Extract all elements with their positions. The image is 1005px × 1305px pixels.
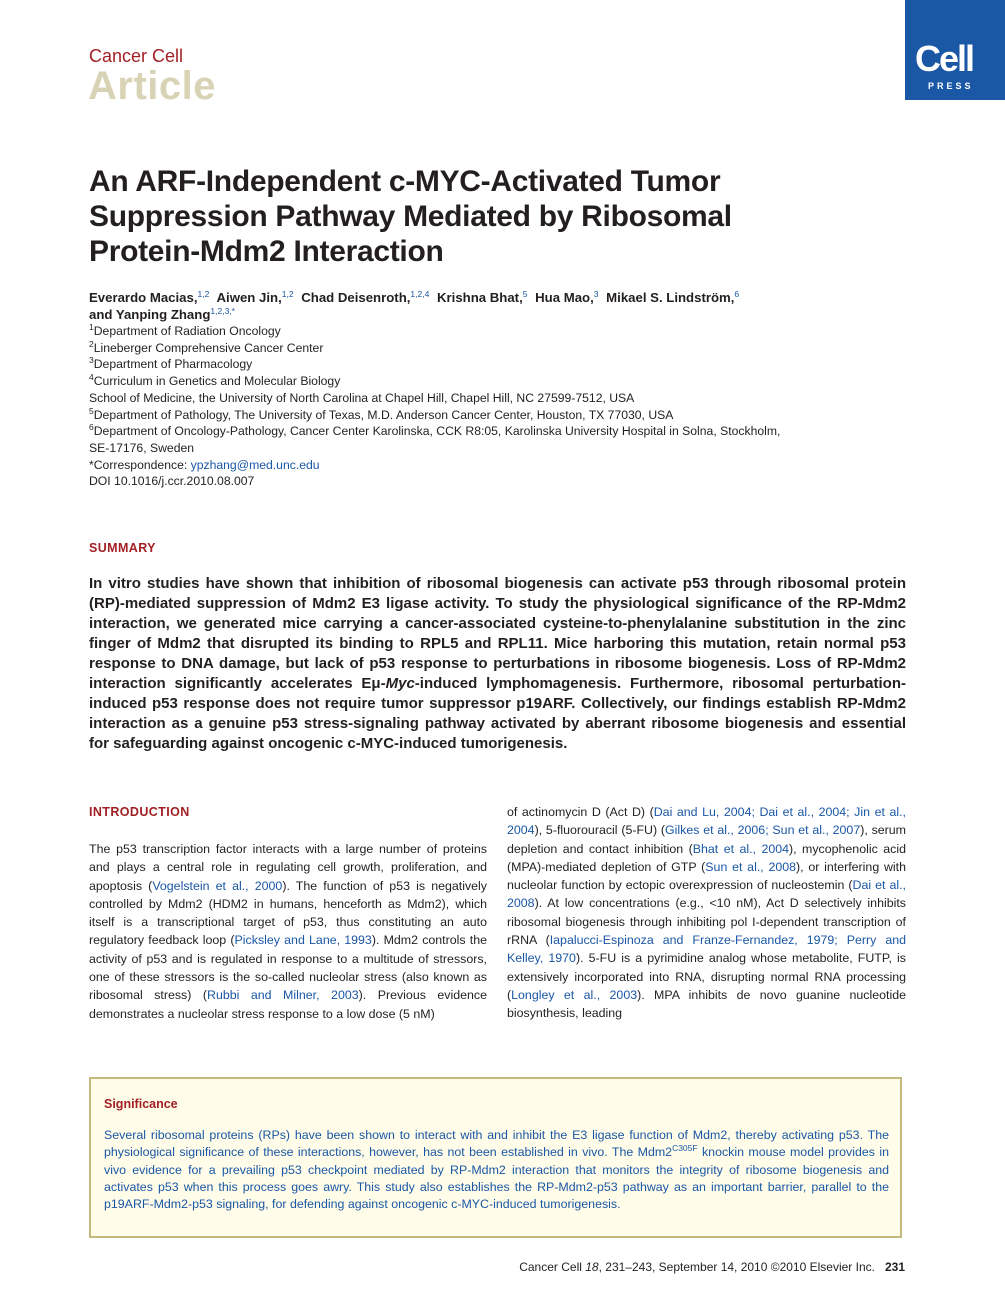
page-footer: Cancer Cell 18, 231–243, September 14, 2010 ©2010 Elsevier Inc. 231 (519, 1260, 905, 1274)
body-text: ), 5-fluorouracil (5-FU) ( (534, 823, 666, 838)
author: Everardo Macias,$^{1,2}$ (89, 289, 210, 305)
body-text: The p53 transcription factor interacts with a large number of proteins and plays a central role in regulating cell growth, proliferation, and apoptosis ( (89, 842, 487, 893)
body-text: ). The function of p53 is negatively controlled by Mdm2 (HDM2 in humans, henceforth as Mdm2), which itself is a transcriptional target of p53, thus constituting an auto regulatory feedback loop ( (89, 878, 487, 948)
author-list (89, 289, 849, 323)
author: Chad Deisenroth,$^{1,2,4}$ (301, 289, 430, 305)
citation-link[interactable]: Dai et al., 2008 (507, 878, 906, 911)
citation-link[interactable]: Sun et al., 2008 (705, 859, 797, 874)
citation-link[interactable]: Bhat et al., 2004 (692, 841, 790, 856)
citation-link[interactable]: Longley et al., 2003 (511, 987, 638, 1002)
affiliation: $^2$Lineberger Comprehensive Cancer Center (89, 338, 324, 355)
introduction-heading: INTRODUCTION (89, 805, 190, 819)
affiliations (89, 323, 869, 490)
citation-link[interactable]: Picksley and Lane, 1993 (234, 933, 372, 948)
body-text: ), mycophenolic acid (MPA)-mediated depletion of GTP ( (507, 841, 906, 874)
citation-link[interactable]: Dai and Lu, 2004; Dai et al., 2004; Jin et al., 2004 (507, 805, 906, 838)
affiliation: School of Medicine, the University of North Carolina at Chapel Hill, Chapel Hill, NC 27599-7512, USA (89, 390, 635, 405)
citation-link[interactable]: Iapalucci-Espinoza and Franze-Fernandez, 1979; Perry and Kelley, 1970 (507, 933, 906, 966)
author: Krishna Bhat,$^5$ (437, 289, 528, 305)
affiliation: $^6$Department of Oncology-Pathology, Cancer Center Karolinska, CCK R8:05, Karolinska University Hospital in Solna, Stockholm, (89, 422, 781, 439)
doi: DOI 10.1016/j.ccr.2010.08.007 (89, 474, 255, 489)
correspondence-email-link[interactable]: ypzhang@med.unc.edu (190, 457, 320, 472)
body-text: ). Mdm2 controls the activity of p53 and is regulated in response to a multitude of stressors, one of these stressors is the so-called nucleolar stress (also known as ribosomal stress) ( (89, 933, 487, 1003)
significance-box (89, 1077, 902, 1238)
author: Mikael S. Lindström,$^6$ (606, 289, 740, 305)
body-text: ). MPA inhibits de novo guanine nucleotide biosynthesis, leading (507, 987, 906, 1021)
affiliation: $^5$Department of Pathology, The University of Texas, M.D. Anderson Cancer Center, Houston, TX 77030, USA (89, 405, 674, 422)
body-text: ). Previous evidence demonstrates a nucleolar stress response to a low dose (5 nM) (89, 988, 487, 1021)
logo-subword: PRESS (928, 81, 974, 91)
journal-name: Cancer Cell (89, 46, 184, 66)
article-type-label: Article (88, 64, 216, 108)
cell-press-logo[interactable] (905, 0, 1005, 100)
page-number: 231 (884, 1260, 905, 1274)
body-text: ), or interfering with nucleolar function by ectopic overexpression of nucleostemin ( (507, 859, 907, 893)
body-text: ). 5-FU is a pyrimidine analog whose metabolite, FUTP, is extensively incorporated into RNA, disrupting normal RNA processing ( (507, 951, 906, 1002)
affiliation: SE-17176, Sweden (89, 440, 195, 455)
correspondence: *Correspondence: ypzhang@med.unc.edu (89, 457, 320, 472)
body-text: ). At low concentrations (e.g., <10 nM), Act D selectively inhibits ribosomal biogenesis through inhibiting pol I-dependent transcription of rRNA ( (507, 896, 906, 948)
affiliation: $^1$Department of Radiation Oncology (89, 322, 281, 338)
body-text: ), serum depletion and contact inhibition ( (507, 823, 906, 856)
affiliation: $^3$Department of Pharmacology (89, 355, 253, 372)
author: Hua Mao,$^3$ (535, 289, 599, 305)
author: and Yanping Zhang$^{1,2,3,*}$ (89, 306, 235, 322)
introduction-column-right (507, 803, 906, 1023)
citation-link[interactable]: Rubbi and Milner, 2003 (207, 988, 359, 1003)
significance-text: Several ribosomal proteins (RPs) have been shown to interact with and inhibit the E3 ligase function of Mdm2, thereby activating p53. The physiological significance of these interactions, however, has not been established in vivo. The $Mdm2^{C305F}$ knockin mouse model provides in vivo evidence for a prevailing p53 checkpoint mediated by RP-Mdm2 interaction that monitors the integrity of ribosome biogenesis and activates p53 when this process goes awry. This study also establishes the RP-Mdm2-p53 pathway as an important barrier, parallel to the p19ARF-Mdm2-p53 signaling, for defending against oncogenic c-MYC-induced tumorigenesis. (104, 1128, 890, 1212)
significance-heading: Significance (104, 1097, 178, 1111)
citation-link[interactable]: Gilkes et al., 2006; Sun et al., 2007 (665, 823, 861, 838)
summary-text: In vitro studies have shown that inhibition of ribosomal biogenesis can activate p53 through ribosomal protein (RP)-mediated suppression of Mdm2 E3 ligase activity. To study the physiological significance of the RP-Mdm2 interaction, we generated mice carrying a cancer-associated cysteine-to-phenylalanine substitution in the zinc finger of Mdm2 that disrupted its binding to RPL5 and RPL11. Mice harboring this mutation, retain normal p53 response to DNA damage, but lack of p53 response to perturbations in ribosome biogenesis. Loss of RP-Mdm2 interaction significantly accelerates Eμ-Myc-induced lymphomagenesis. Furthermore, ribosomal perturbation-induced p53 response does not require tumor suppressor p19ARF. Collectively, our findings establish RP-Mdm2 interaction as a genuine p53 stress-signaling pathway activated by aberrant ribosome biogenesis and essential for safeguarding against oncogenic c-MYC-induced tumorigenesis. (89, 575, 906, 752)
article-title: An ARF-Independent c-MYC-Activated Tumor Suppression Pathway Mediated by Ribosomal Protein-Mdm2 Interaction (89, 165, 732, 268)
affiliation: $^4$Curriculum in Genetics and Molecular Biology (89, 372, 341, 389)
introduction-column-left (89, 840, 487, 1023)
body-text: of actinomycin D (Act D) ( (507, 805, 654, 819)
citation-link[interactable]: Vogelstein et al., 2000 (152, 878, 283, 893)
author: Aiwen Jin,$^{1,2}$ (216, 289, 294, 305)
summary-heading: SUMMARY (89, 541, 156, 555)
logo-word: Cell (915, 38, 974, 79)
